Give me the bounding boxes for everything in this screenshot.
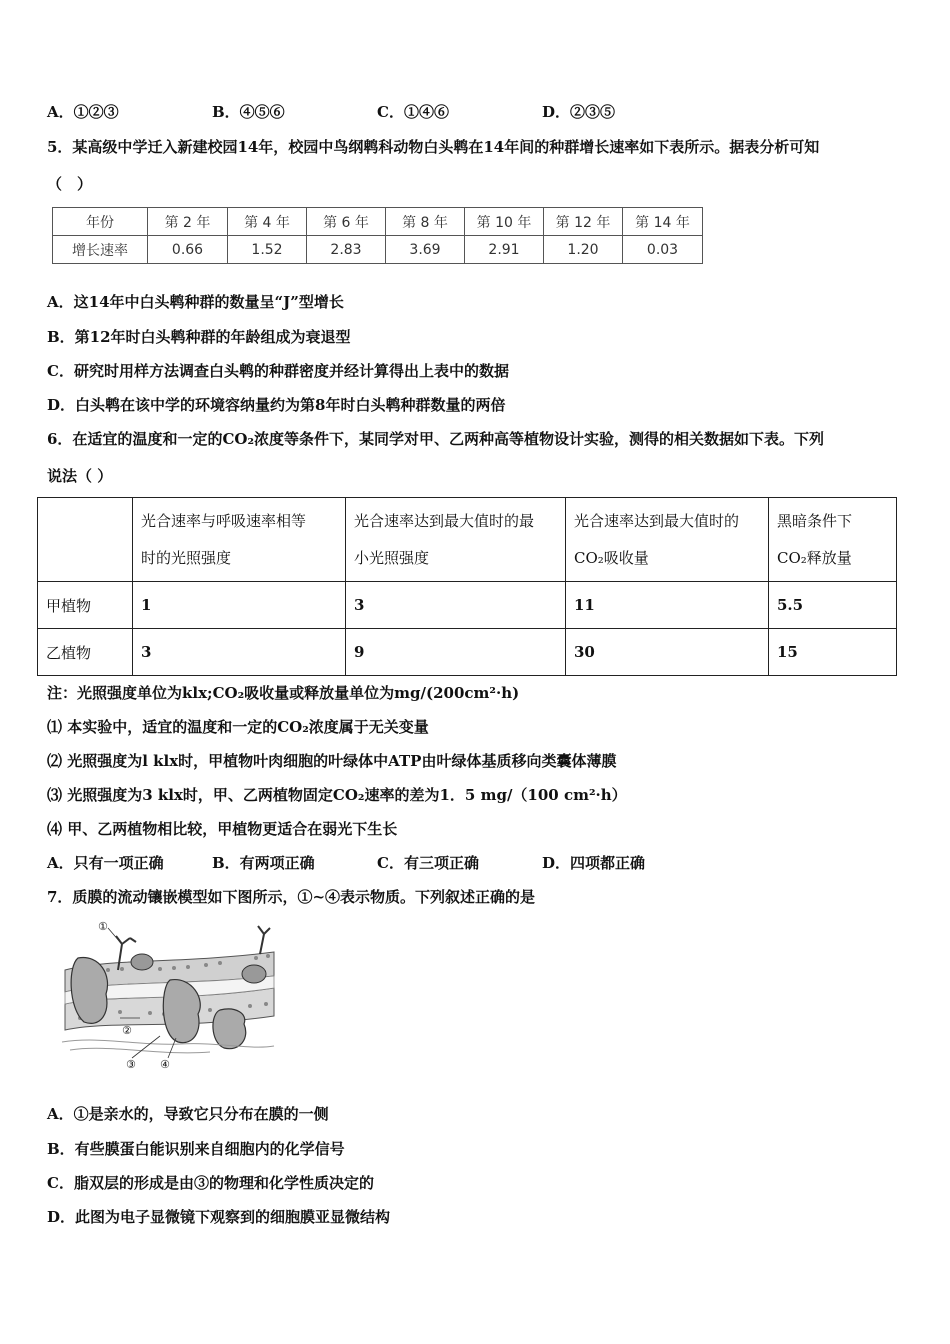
table-cell: 年份 [53, 208, 148, 236]
q6-statement-1: ⑴ 本实验中，适宜的温度和一定的CO₂浓度属于无关变量 [47, 718, 429, 736]
q7-option-d: D．此图为电子显微镜下观察到的细胞膜亚显微结构 [47, 1208, 391, 1226]
protein-right [213, 1009, 246, 1049]
table-cell: 第 10 年 [465, 208, 544, 236]
q5-option-a: A．这14年中白头鹎种群的数量呈“J”型增长 [47, 293, 344, 311]
table-cell: 第 12 年 [544, 208, 623, 236]
header-line: 小光照强度 [354, 548, 430, 567]
table-cell: 2.91 [465, 236, 544, 264]
q6-option-a: A．只有一项正确 [47, 854, 164, 872]
membrane-diagram [60, 918, 276, 1074]
q4-option-b: B．④⑤⑥ [212, 103, 285, 121]
header-line: 光合速率达到最大值时的 [574, 511, 740, 530]
table-cell: 5.5 [769, 582, 897, 629]
membrane-figure [60, 918, 276, 1074]
table-cell: 1.20 [544, 236, 623, 264]
table-cell: 0.66 [148, 236, 228, 264]
q6-option-b: B．有两项正确 [212, 854, 315, 872]
q7-stem: 7．质膜的流动镶嵌模型如下图所示，①~④表示物质。下列叙述正确的是 [47, 888, 536, 906]
table-cell: 11 [566, 582, 769, 629]
q6-option-d: D．四项都正确 [542, 854, 646, 872]
protein-top-right [242, 965, 266, 983]
header-line: 光合速率与呼吸速率相等 [141, 511, 307, 530]
q7-option-b: B．有些膜蛋白能识别来自细胞内的化学信号 [47, 1140, 345, 1158]
header-line: 光合速率达到最大值时的最 [354, 511, 535, 530]
table-cell: 第 14 年 [623, 208, 703, 236]
table-cell: 增长速率 [53, 236, 148, 264]
q5-year-row [53, 208, 703, 236]
table-cell: 第 2 年 [148, 208, 228, 236]
table-cell: 0.03 [623, 236, 703, 264]
label-4: ④ [160, 1058, 170, 1071]
table-cell: 15 [769, 629, 897, 676]
table-cell: 第 6 年 [307, 208, 386, 236]
q6-stem-line2: 说法（ ） [47, 467, 113, 485]
q4-option-c: C．①④⑥ [377, 103, 449, 121]
label-1: ① [98, 920, 108, 933]
table-cell: 3.69 [386, 236, 465, 264]
table-header-cell [769, 498, 897, 582]
q4-options [47, 101, 867, 123]
glycolipid-chain [258, 926, 270, 954]
q6-statement-4: ⑷ 甲、乙两植物相比较，甲植物更适合在弱光下生长 [47, 820, 398, 838]
q5-growth-rate-table [52, 207, 703, 264]
table-header-cell [133, 498, 346, 582]
q6-stem-line1: 6．在适宜的温度和一定的CO₂浓度等条件下，某同学对甲、乙两种高等植物设计实验，测得的相关数据如下表。下列 [47, 430, 825, 448]
label-3: ③ [126, 1058, 136, 1071]
table-cell-empty [38, 498, 133, 582]
q5-stem-line1: 5．某高级中学迁入新建校园14年，校园中鸟纲鹎科动物白头鹎在14年间的种群增长速率如下表所示。据表分析可知 [47, 138, 820, 156]
protein-top-small [131, 954, 153, 970]
q5-option-b: B．第12年时白头鹎种群的年龄组成为衰退型 [47, 328, 351, 346]
q5-option-d: D．白头鹎在该中学的环境容纳量约为第8年时白头鹎种群数量的两倍 [47, 396, 506, 414]
header-line: 时的光照强度 [141, 548, 232, 567]
q7-option-c: C．脂双层的形成是由③的物理和化学性质决定的 [47, 1174, 374, 1192]
label-2: ② [122, 1024, 132, 1037]
table-cell: 3 [346, 582, 566, 629]
protein-middle [163, 980, 200, 1043]
table-row [38, 582, 897, 629]
q6-statement-2: ⑵ 光照强度为l klx时，甲植物叶肉细胞的叶绿体中ATP由叶绿体基质移向类囊体薄膜 [47, 752, 617, 770]
q6-header-row [38, 498, 897, 582]
header-line: CO₂吸收量 [574, 548, 649, 567]
table-cell: 30 [566, 629, 769, 676]
row-label: 甲植物 [38, 582, 133, 629]
table-cell: 1 [133, 582, 346, 629]
table-row [38, 629, 897, 676]
q6-options [47, 852, 867, 874]
q4-option-d: D．②③⑤ [542, 103, 616, 121]
table-header-cell [346, 498, 566, 582]
table-header-cell [566, 498, 769, 582]
table-cell: 3 [133, 629, 346, 676]
table-cell: 第 8 年 [386, 208, 465, 236]
header-line: CO₂释放量 [777, 548, 852, 567]
table-cell: 2.83 [307, 236, 386, 264]
q5-rate-row [53, 236, 703, 264]
table-cell: 第 4 年 [228, 208, 307, 236]
q5-option-c: C．研究时用样方法调查白头鹎的种群密度并经计算得出上表中的数据 [47, 362, 509, 380]
q7-option-a: A．①是亲水的，导致它只分布在膜的一侧 [47, 1105, 329, 1123]
header-line: 黑暗条件下 [777, 511, 853, 530]
table-cell: 1.52 [228, 236, 307, 264]
q6-statement-3: ⑶ 光照强度为3 klx时，甲、乙两植物固定CO₂速率的差为1．5 mg/（100 cm²·h） [47, 786, 627, 804]
q6-note: 注：光照强度单位为klx;CO₂吸收量或释放量单位为mg/(200cm²·h) [47, 684, 520, 702]
table-cell: 9 [346, 629, 566, 676]
q6-option-c: C．有三项正确 [377, 854, 479, 872]
row-label: 乙植物 [38, 629, 133, 676]
q4-option-a: A．①②③ [47, 103, 119, 121]
q6-data-table [37, 497, 897, 676]
q5-stem-line2: （ ） [47, 175, 93, 193]
